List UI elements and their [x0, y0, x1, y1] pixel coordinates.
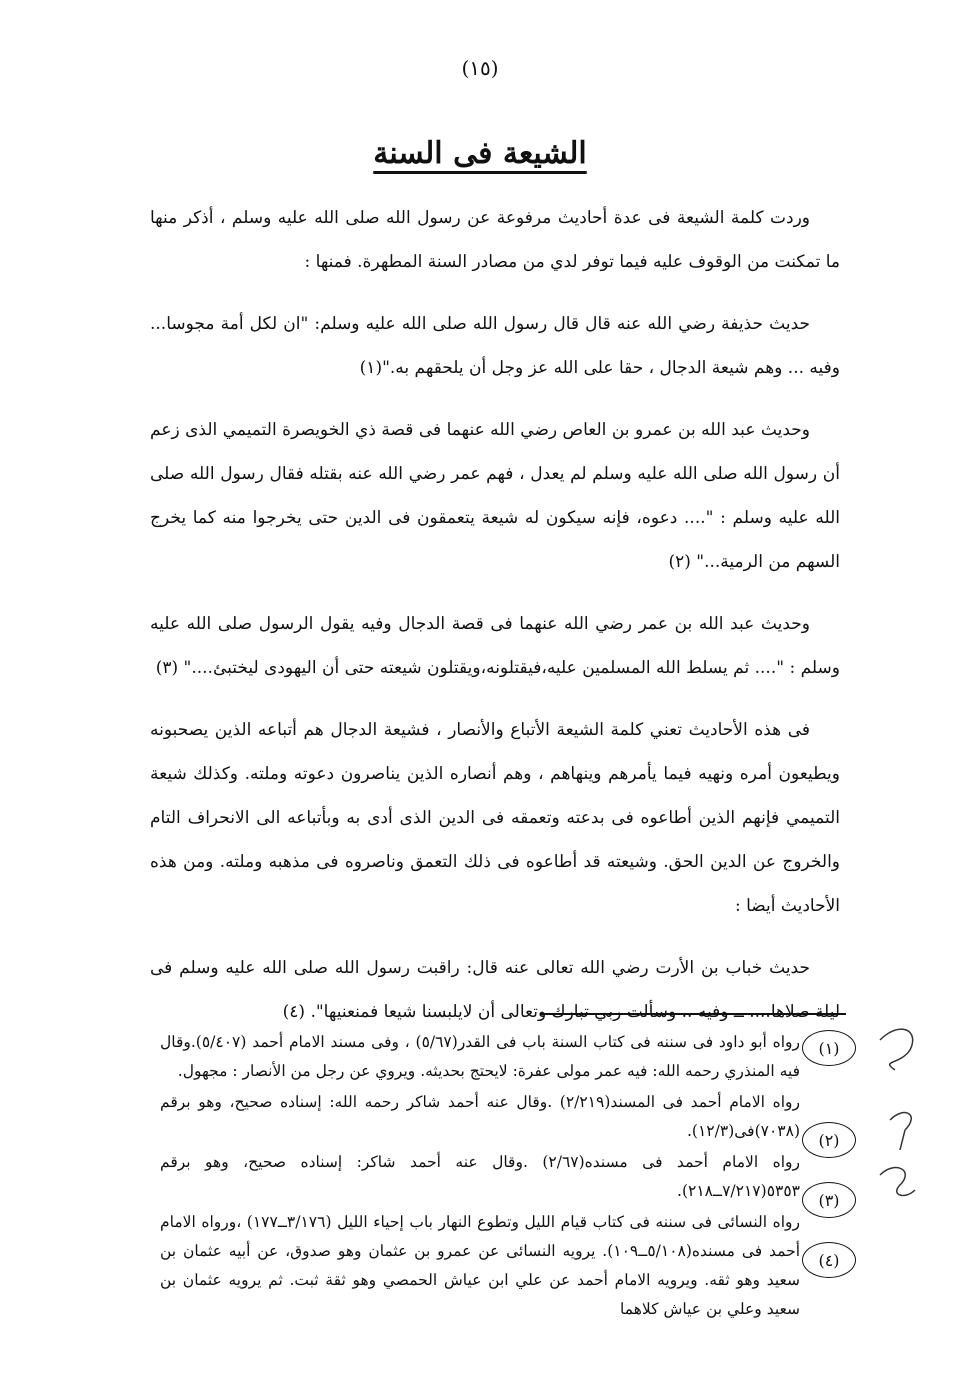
- footnote-marker-2: (٢): [802, 1122, 856, 1158]
- footnote-separator: [540, 1013, 846, 1015]
- footnote-2: رواه الامام أحمد فى المسند(٢/٢١٩) .وقال عنه أحمد شاكر رحمه الله: إسناده صحيح، وهو برقم (٧٠٣٨)فى(١٢/٣).: [160, 1093, 800, 1140]
- paragraph-hudhayfa-hadith: حديث حذيفة رضي الله عنه قال قال رسول الله صلى الله عليه وسلم: "ان لكل أمة مجوسا... وفيه ... وهم شيعة الدجال ، حقا على الله عز وجل أن يلحقهم به."(١): [150, 314, 840, 378]
- chapter-title: الشيعة فى السنة: [373, 136, 587, 171]
- paragraph-khabbab-hadith: حديث خباب بن الأرت رضي الله تعالى عنه قال: راقبت رسول الله صلى الله عليه وسلم فى ليلة صلاها.... ــ وفيه .. وسألت ربي تبارك وتعالى أن لايلبسنا شيعا فمنعنيها". (٤): [150, 958, 840, 1022]
- handwritten-marks-icon: [860, 1010, 950, 1210]
- paragraph-ibn-amr-hadith: وحديث عبد الله بن عمرو بن العاص رضي الله عنهما فى قصة ذي الخويصرة التميمي الذى زعم أن رسول الله صلى الله عليه وسلم لم يعدل ، فهم عمر رضي الله عنه بقتله فقال رسول الله صلى الله عليه وسلم : ".... دعوه، فإنه سيكون له شيعة يتعمقون فى الدين حتى يخرجوا منه كما يخرج السهم من الرمية..." (٢): [150, 420, 840, 572]
- footnote-3: رواه الامام أحمد فى مسنده(٢/٦٧) .وقال عنه أحمد شاكر: إسناده صحيح، وهو برقم ٥٣٥٣(٧/٢١٧ــ٢١٨).: [160, 1153, 800, 1200]
- paragraph-intro: وردت كلمة الشيعة فى عدة أحاديث مرفوعة عن رسول الله صلى الله عليه وسلم ، أذكر منها ما تمكنت من الوقوف عليه فيما توفر لدي من مصادر السنة المطهرة. فمنها :: [150, 208, 840, 272]
- footnotes: [160, 1028, 800, 1326]
- paragraph-commentary: فى هذه الأحاديث تعني كلمة الشيعة الأتباع والأنصار ، فشيعة الدجال هم أتباعه الذين يصحبونه ويطيعون أمره ونهيه فيما يأمرهم وينهاهم ، وهم أنصاره الذين يناصرون دعوته وملته. وكذلك شيعة التميمي فإنهم الذين أطاعوه فى بدعته وتعمقه فى الدين الذى أدى به وبأتباعه الى الانحراف التام والخروج عن الدين الحق. وشيعته قد أطاعوه فى ذلك التعمق وناصروه فى مذهبه وملته. ومن هذه الأحاديث أيضا :: [150, 720, 840, 916]
- paragraph-ibn-umar-hadith: وحديث عبد الله بن عمر رضي الله عنهما فى قصة الدجال وفيه يقول الرسول صلى الله عليه وسلم : ".... ثم يسلط الله المسلمين عليه،فيقتلونه،ويقتلون شيعته حتى أن اليهودى ليختبئ...." (٣): [150, 614, 840, 678]
- footnote-marker-3: (٣): [802, 1182, 856, 1218]
- footnote-1: رواه أبو داود فى سننه فى كتاب السنة باب فى القدر(٥/٦٧) ، وفى مسند الامام أحمد (٥/٤٠٧).وقال فيه المنذري رحمه الله: فيه عمر مولى عفرة: لايحتج بحديثه. ويروي عن رجل من الأنصار : مجهول.: [160, 1033, 800, 1080]
- page-number: (١٥): [461, 56, 499, 80]
- footnote-4: رواه النسائى فى سننه فى كتاب قيام الليل وتطوع النهار باب إحياء الليل (٣/١٧٦ــ١٧٧) ،ورواه الامام أحمد فى مسنده(٥/١٠٨ــ١٠٩). يرويه النسائى عن عمرو بن عثمان وهو صدوق، عن أبيه عثمان بن سعيد وهو ثقه. ويرويه الامام أحمد عن علي ابن عياش الحمصي وهو ثقة ثبت. ثم يرويه عثمان بن سعيد وعلي بن عياش كلاهما: [160, 1213, 800, 1318]
- footnote-marker-4: (٤): [802, 1242, 856, 1278]
- footnote-marker-1: (١): [802, 1030, 856, 1066]
- main-text: [150, 196, 840, 1052]
